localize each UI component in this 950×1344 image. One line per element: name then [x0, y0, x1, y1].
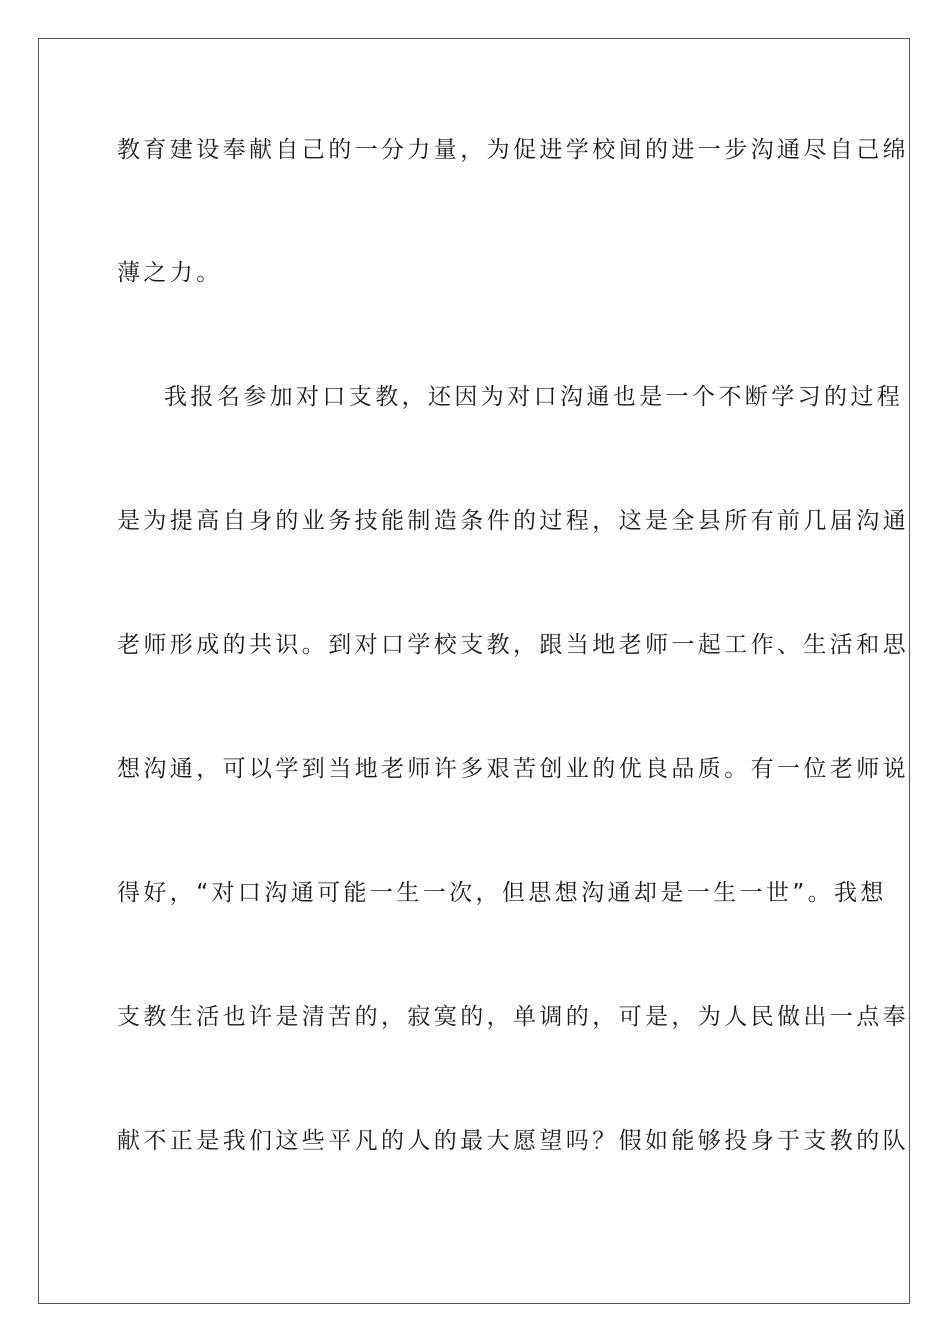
text-line-paragraph-start: 我报名参加对口支教，还因为对口沟通也是一个不断学习的过程 [164, 384, 904, 410]
text-line: 想沟通，可以学到当地老师许多艰苦创业的优良品质。有一位老师说 [117, 756, 909, 782]
page-border [38, 38, 910, 1304]
text-line: 支教生活也许是清苦的，寂寞的，单调的，可是，为人民做出一点奉 [117, 1004, 909, 1030]
text-line: 薄之力。 [117, 260, 223, 286]
text-line: 献不正是我们这些平凡的人的最大愿望吗？假如能够投身于支教的队 [117, 1128, 909, 1154]
text-line: 得好，“对口沟通可能一生一次，但思想沟通却是一生一世”。我想 [117, 880, 887, 906]
text-line: 教育建设奉献自己的一分力量，为促进学校间的进一步沟通尽自己绵 [117, 137, 909, 163]
text-line: 是为提高自身的业务技能制造条件的过程，这是全县所有前几届沟通 [117, 508, 909, 534]
text-line: 老师形成的共识。到对口学校支教，跟当地老师一起工作、生活和思 [117, 632, 909, 658]
